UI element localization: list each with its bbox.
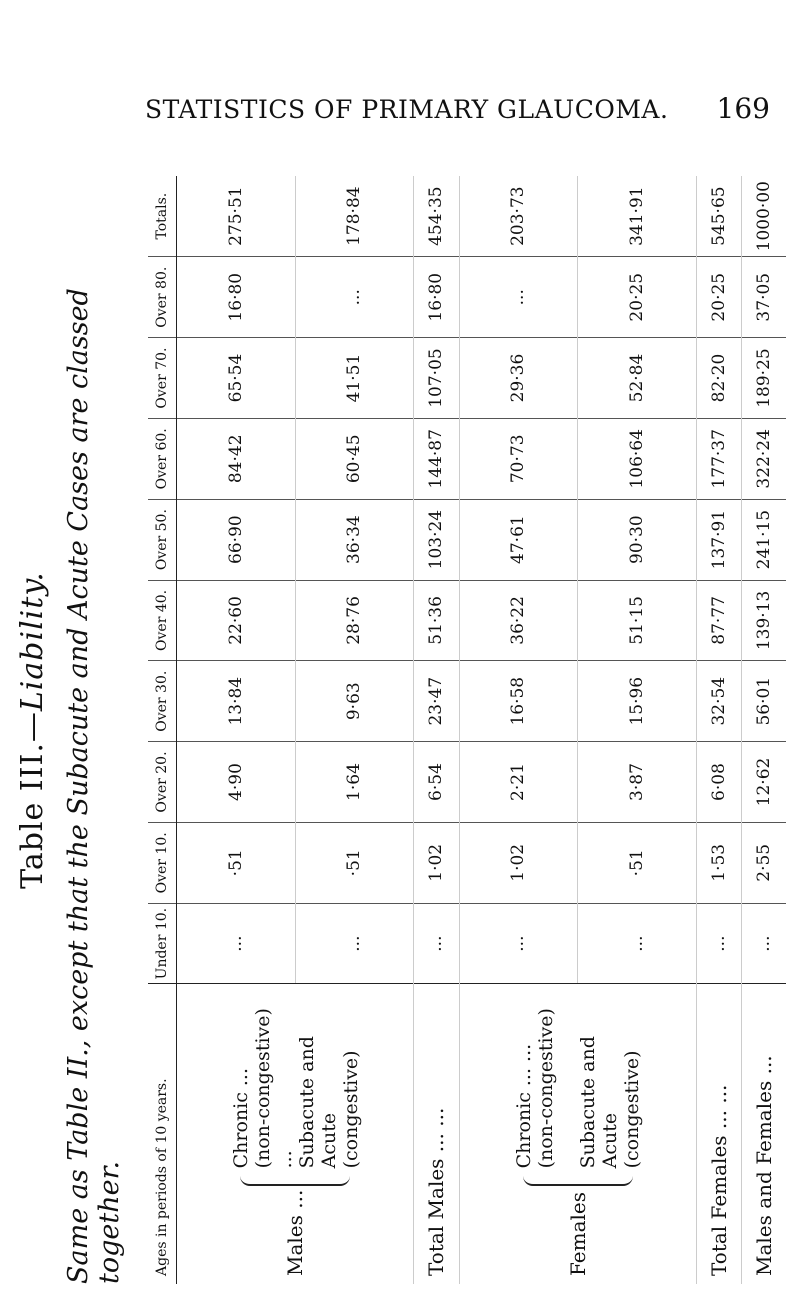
table-cell: 275·51	[177, 176, 296, 257]
column-header: Over 50.	[148, 499, 177, 580]
table-cell: 52·84	[578, 338, 697, 419]
group-label-females: Females	[565, 1191, 590, 1276]
table-cell: 2·21	[459, 742, 578, 823]
table-cell: 90·30	[578, 499, 697, 580]
column-header: Over 10.	[148, 822, 177, 903]
table-cell: 22·60	[177, 580, 296, 661]
row-label-line: (non-congestive)	[534, 1008, 557, 1169]
page-number: 169	[716, 92, 770, 125]
table-cell: ...	[696, 903, 741, 984]
table-cell: 189·25	[742, 338, 786, 419]
table-cell: 12·62	[742, 742, 786, 823]
column-header: Over 80.	[148, 257, 177, 338]
table-cell: 87·77	[696, 580, 741, 661]
row-label	[230, 985, 296, 1169]
row-label-males-and-females: Males and Females ...	[742, 984, 786, 1284]
table-cell: 51·15	[578, 580, 697, 661]
table-cell: 36·34	[295, 499, 414, 580]
table-row	[742, 176, 786, 1284]
table-cell: 60·45	[295, 418, 414, 499]
table-cell: 1·64	[295, 742, 414, 823]
table-cell: 6·54	[414, 742, 459, 823]
statistics-table	[148, 176, 786, 1284]
table-cell: 36·22	[459, 580, 578, 661]
table-cell: 20·25	[578, 257, 697, 338]
group-label-males: Males ...	[283, 1189, 308, 1276]
table-cell: 28·76	[295, 580, 414, 661]
table-cell: 2·55	[742, 822, 786, 903]
table-title	[15, 571, 50, 889]
column-header: Under 10.	[148, 903, 177, 984]
table-cell: 139·13	[742, 580, 786, 661]
table-cell: 16·58	[459, 661, 578, 742]
table-cell: ...	[742, 903, 786, 984]
row-label-line: Chronic ...	[230, 1067, 253, 1169]
row-label-line: Subacute and Acute	[296, 1036, 341, 1169]
table-cell: 144·87	[414, 418, 459, 499]
table-cell: ...	[295, 257, 414, 338]
table-cell: 66·90	[177, 499, 296, 580]
table-cell: 178·84	[295, 176, 414, 257]
table-cell: 9·63	[295, 661, 414, 742]
table-subtitle: Same as Table II., except that the Subacute and Acute Cases are classed together.	[63, 288, 126, 1284]
row-label	[513, 985, 557, 1169]
table-cell: 37·05	[742, 257, 786, 338]
table-cell: 29·36	[459, 338, 578, 419]
table-cell: 65·54	[177, 338, 296, 419]
table-cell: 20·25	[696, 257, 741, 338]
row-label-total-males: Total Males ... ...	[414, 984, 459, 1284]
table-cell: 177·37	[696, 418, 741, 499]
table-title-prefix: Table III.—	[14, 711, 50, 889]
table-cell: 70·73	[459, 418, 578, 499]
table-cell: 41·51	[295, 338, 414, 419]
table-cell: 3·87	[578, 742, 697, 823]
running-title: STATISTICS OF PRIMARY GLAUCOMA.	[145, 95, 669, 124]
table-cell: 1000·00	[754, 181, 775, 252]
table-cell: 454·35	[414, 176, 459, 257]
table-cell: ...	[295, 903, 414, 984]
table-cell: 106·64	[578, 418, 697, 499]
row-label-total-females: Total Females ... ...	[696, 984, 741, 1284]
table-cell: ·51	[295, 822, 414, 903]
brace	[523, 1176, 633, 1186]
table-cell: ...	[578, 903, 697, 984]
table-cell: 1·02	[414, 822, 459, 903]
row-label	[577, 985, 643, 1169]
table-row	[414, 176, 459, 1284]
table-cell: 241·15	[742, 499, 786, 580]
table-cell: 16·80	[414, 257, 459, 338]
column-header: Over 70.	[148, 338, 177, 419]
table-cell: ·51	[578, 822, 697, 903]
table-cell: ...	[177, 903, 296, 984]
table-cell: 56·01	[742, 661, 786, 742]
table-header-row	[148, 176, 177, 1284]
table-row	[696, 176, 741, 1284]
table-cell: ...	[459, 257, 578, 338]
table-cell: 15·96	[578, 661, 697, 742]
table-cell: 51·36	[414, 580, 459, 661]
table-cell: ...	[459, 903, 578, 984]
column-header: Over 40.	[148, 580, 177, 661]
table-cell: 13·84	[177, 661, 296, 742]
row-label-line: Chronic ... ...	[512, 1043, 535, 1169]
row-label-females	[459, 984, 696, 1284]
table-cell: 107·05	[414, 338, 459, 419]
row-label-males	[177, 984, 414, 1284]
table-cell: 23·47	[414, 661, 459, 742]
table-caption	[8, 176, 132, 1284]
table-cell: 322·24	[742, 418, 786, 499]
column-header: Over 60.	[148, 418, 177, 499]
column-header: Over 20.	[148, 742, 177, 823]
table-cell: 32·54	[696, 661, 741, 742]
table-cell: 16·80	[177, 257, 296, 338]
table-cell: 84·42	[177, 418, 296, 499]
table-cell: 341·91	[578, 176, 697, 257]
table-row	[177, 176, 296, 1284]
row-label-line: (congestive)	[620, 1050, 643, 1169]
table-cell: 545·65	[696, 176, 741, 257]
table-cell: 4·90	[177, 742, 296, 823]
table-cell: ...	[414, 903, 459, 984]
page-header	[145, 92, 770, 125]
column-header: Over 30.	[148, 661, 177, 742]
row-label-line: (non-congestive) ...	[252, 1008, 297, 1169]
table-row	[459, 176, 578, 1284]
table-title-italic: Liability.	[14, 571, 50, 712]
brace	[240, 1176, 350, 1186]
table-cell: 1·53	[696, 822, 741, 903]
table-cell: 6·08	[696, 742, 741, 823]
row-label	[296, 985, 362, 1169]
table-cell: 1·02	[459, 822, 578, 903]
table-cell: 137·91	[696, 499, 741, 580]
row-label-line: (congestive)	[340, 1050, 363, 1169]
column-header: Ages in periods of 10 years.	[148, 984, 177, 1284]
column-header: Totals.	[148, 176, 177, 257]
row-label-line: Subacute and Acute	[576, 1036, 621, 1169]
table-cell: 103·24	[414, 499, 459, 580]
table-cell: ·51	[177, 822, 296, 903]
table-cell: 203·73	[459, 176, 578, 257]
table-cell: 82·20	[696, 338, 741, 419]
table-cell: 47·61	[459, 499, 578, 580]
